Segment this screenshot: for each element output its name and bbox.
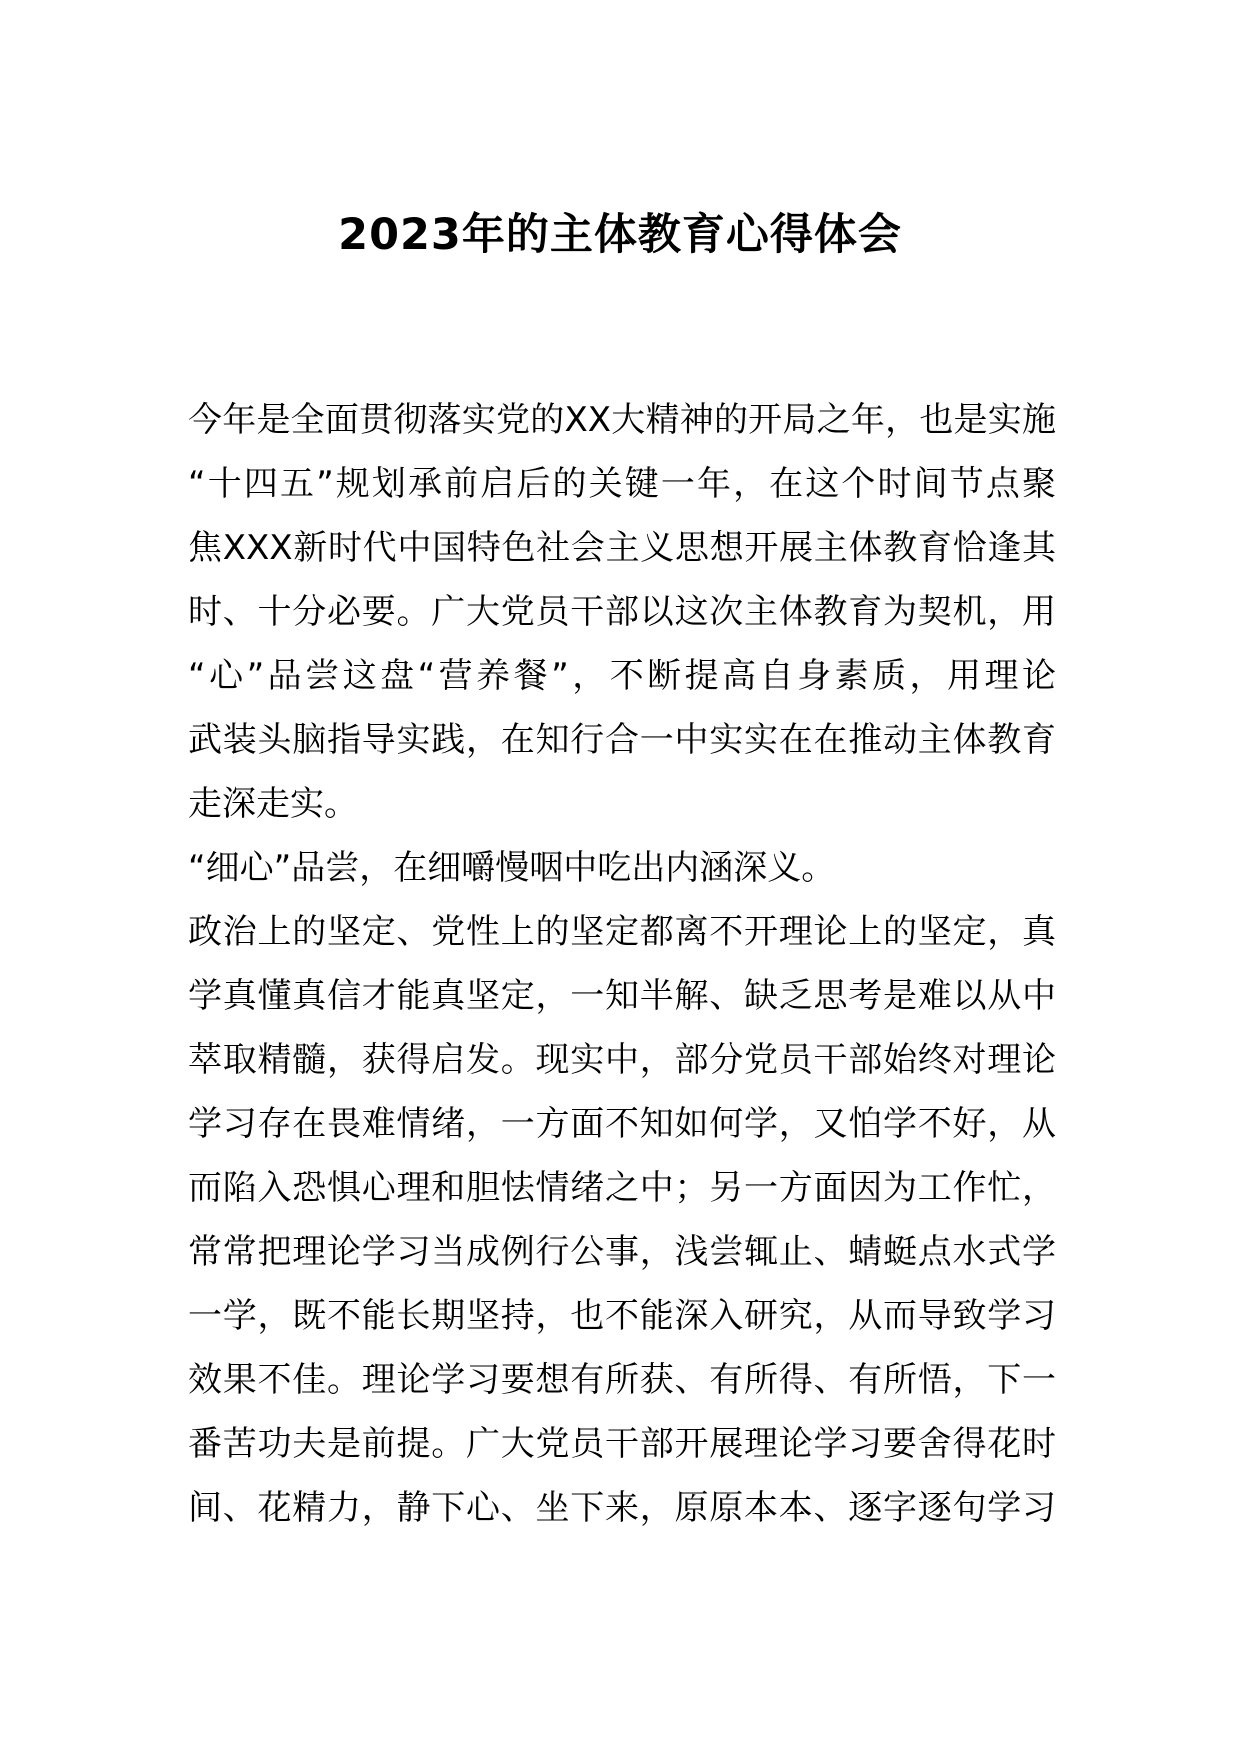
body-line: 间、花精力，静下心、坐下来，原原本本、逐字逐句学习	[188, 1488, 1056, 1528]
body-line: 一学，既不能长期坚持，也不能深入研究，从而导致学习	[188, 1296, 1056, 1336]
body-line: “十四五”规划承前启后的关键一年，在这个时间节点聚	[188, 464, 1056, 504]
document-title: 2023年的主体教育心得体会	[338, 210, 902, 260]
section-heading: “细心”品尝，在细嚼慢咽中吃出内涵深义。	[188, 848, 836, 888]
body-line: 武装头脑指导实践，在知行合一中实实在在推动主体教育	[188, 720, 1056, 760]
body-line: 今年是全面贯彻落实党的XX大精神的开局之年，也是实施	[188, 400, 1056, 440]
body-line: 时、十分必要。广大党员干部以这次主体教育为契机，用	[188, 592, 1056, 632]
body-line: 番苦功夫是前提。广大党员干部开展理论学习要舍得花时	[188, 1424, 1056, 1464]
body-line: 政治上的坚定、党性上的坚定都离不开理论上的坚定，真	[188, 912, 1056, 952]
body-line: 萃取精髓，获得启发。现实中，部分党员干部始终对理论	[188, 1040, 1056, 1080]
body-line: 走深走实。	[188, 784, 358, 824]
body-line: 学真懂真信才能真坚定，一知半解、缺乏思考是难以从中	[188, 976, 1056, 1016]
body-line: 常常把理论学习当成例行公事，浅尝辄止、蜻蜓点水式学	[188, 1232, 1056, 1272]
body-line: 效果不佳。理论学习要想有所获、有所得、有所悟，下一	[188, 1360, 1056, 1400]
body-line: “心”品尝这盘“营养餐”，不断提高自身素质，用理论	[188, 656, 1056, 696]
body-line: 焦XXX新时代中国特色社会主义思想开展主体教育恰逢其	[188, 528, 1056, 568]
body-line: 而陷入恐惧心理和胆怯情绪之中；另一方面因为工作忙，	[188, 1168, 1056, 1208]
body-line: 学习存在畏难情绪，一方面不知如何学，又怕学不好，从	[188, 1104, 1056, 1144]
document-body	[188, 388, 1056, 1540]
